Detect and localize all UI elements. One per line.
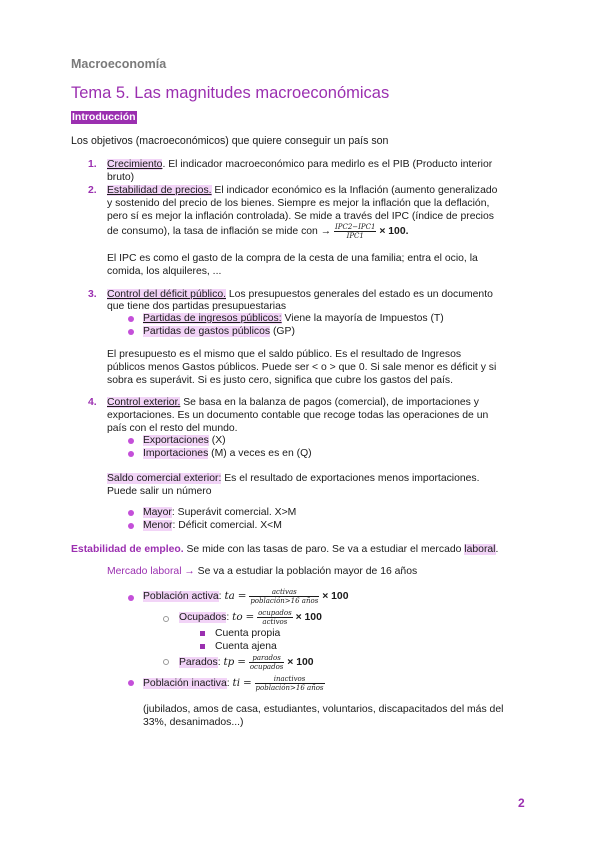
term-ingresos-publicos: Partidas de ingresos públicos: <box>143 313 282 324</box>
ingresos-text: Viene la mayoría de Impuestos (T) <box>281 313 444 324</box>
tp-denominator: ocupados <box>249 662 284 671</box>
term-mercado-laboral: Mercado laboral → <box>107 566 195 577</box>
equals-sign: = <box>237 656 246 668</box>
ti-numerator: inactivos <box>255 675 325 684</box>
term-estabilidad-empleo: Estabilidad de empleo. <box>71 544 184 555</box>
bullet-icon <box>128 316 134 322</box>
term-saldo-comercial: Saldo comercial exterior: <box>107 473 222 484</box>
estabilidad-text-4 <box>107 222 409 242</box>
inflation-denominator: IPC1 <box>346 231 364 240</box>
list-item-estabilidad-precios <box>107 184 497 197</box>
presupuesto-text-3: sobra es superávit. Si es justo cero, significa que cubre los gastos del país. <box>107 375 453 386</box>
term-importaciones: Importaciones <box>143 448 209 459</box>
list-item-poblacion-activa <box>143 585 348 608</box>
to-multiplier: × 100 <box>295 612 322 623</box>
ta-variable: ta <box>224 590 235 602</box>
ta-formula <box>249 588 319 605</box>
list-item-ingresos <box>143 312 444 325</box>
term-poblacion-inactiva: Población inactiva <box>143 678 227 689</box>
equals-sign: = <box>245 611 255 623</box>
term-laboral: laboral <box>464 544 496 555</box>
to-variable: to <box>232 611 243 623</box>
ipc-text-1: El IPC es como el gasto de la compra de la cesta de una familia; entra el ocio, la <box>107 253 478 264</box>
menor-text: : Déficit comercial. X<M <box>172 520 282 531</box>
exterior-text-1: Se basa en la balanza de pagos (comercial), de importaciones y <box>180 397 479 408</box>
estabilidad-text-4-lead: de consumo), la tasa de inflación se mide con → <box>107 226 332 237</box>
list-number-3: 3. <box>88 289 97 300</box>
list-item-ocupados <box>179 606 322 629</box>
presupuesto-text-1: El presupuesto es el mismo que el saldo público. Es el resultado de Ingresos <box>107 349 462 360</box>
inactiva-text-2: 33%, desanimados...) <box>143 717 244 728</box>
exterior-text-2: exportaciones. Es un documento contable que recoge todas las operaciones de un <box>107 410 489 421</box>
crecimiento-text: . El indicador macroeconómico para medirlo es el PIB (Producto interior <box>162 159 493 170</box>
importaciones-text: (M) a veces es en (Q) <box>208 448 312 459</box>
intro-paragraph: Los objetivos (macroeconómicos) que quiere conseguir un país son <box>71 135 389 147</box>
empleo-text-2: . <box>495 544 499 555</box>
bullet-icon <box>128 595 134 601</box>
term-estabilidad-precios: Estabilidad de precios. <box>107 185 212 196</box>
deficit-text-2: que tiene dos partidas presupuestarias <box>107 301 287 312</box>
mercado-laboral-line <box>107 565 417 578</box>
list-item-mayor <box>143 506 296 519</box>
estabilidad-text-1: El indicador económico es la Inflación (aumento generalizado <box>211 185 498 196</box>
exterior-text-3: país con el resto del mundo. <box>107 423 238 434</box>
list-number-2: 2. <box>88 185 97 196</box>
deficit-text-1: Los presupuestos generales del estado es un documento <box>225 289 493 300</box>
bullet-icon <box>128 680 134 686</box>
tp-variable: tp <box>223 656 235 668</box>
list-item-crecimiento <box>107 158 492 171</box>
list-number-4: 4. <box>88 397 97 408</box>
tp-numerator: parados <box>249 654 285 663</box>
square-bullet-icon <box>200 631 205 636</box>
ipc-text-2: comida, los alquileres, ... <box>107 266 222 277</box>
list-item-menor <box>143 519 282 532</box>
equals-sign: = <box>237 590 247 602</box>
list-item-cuenta-ajena: Cuenta ajena <box>215 641 277 652</box>
bullet-icon <box>128 329 134 335</box>
section-label-introduccion: Introducción <box>72 111 136 123</box>
estabilidad-text-3: pero sí es mejor la inflación controlada). Se mide a través del IPC (índice de precios <box>107 211 494 222</box>
empleo-paragraph <box>71 543 498 556</box>
ti-denominator: población>16 años <box>255 683 324 692</box>
mercado-laboral-text: Se va a estudiar la población mayor de 16 años <box>194 566 418 577</box>
term-mayor: Mayor <box>143 507 172 518</box>
term-gastos-publicos: Partidas de gastos públicos <box>143 326 271 337</box>
saldo-comercial-text-1 <box>107 472 480 485</box>
page-number: 2 <box>518 796 525 810</box>
saldo-text-1: Es el resultado de exportaciones menos importaciones. <box>221 473 480 484</box>
list-item-exportaciones <box>143 434 226 447</box>
term-exportaciones: Exportaciones <box>143 435 209 446</box>
list-item-cuenta-propia: Cuenta propia <box>215 628 281 639</box>
equals-sign: = <box>242 677 252 689</box>
term-ocupados: Ocupados <box>179 612 227 623</box>
to-numerator: ocupados <box>258 608 292 617</box>
ti-variable: ti <box>232 677 241 689</box>
empleo-text-1: Se mide con las tasas de paro. Se va a estudiar el mercado <box>183 544 465 555</box>
to-denominator: activos <box>262 617 288 626</box>
document-header: Macroeconomía <box>71 57 167 71</box>
to-formula <box>257 609 293 626</box>
list-item-importaciones <box>143 447 312 460</box>
inflation-numerator: IPC2−IPC1 <box>335 222 376 231</box>
saldo-comercial-text-2: Puede salir un número <box>107 486 212 497</box>
list-item-gastos <box>143 325 295 338</box>
bullet-icon <box>128 510 134 516</box>
ti-formula <box>255 675 325 692</box>
list-item-control-exterior <box>107 396 479 409</box>
inflation-multiplier: × 100. <box>379 226 409 237</box>
term-deficit-publico: Control del déficit público. <box>107 289 226 300</box>
activa-colon: : <box>218 591 222 602</box>
gastos-text: (GP) <box>270 326 295 337</box>
list-item-poblacion-inactiva <box>143 672 325 695</box>
mayor-text: : Superávit comercial. X>M <box>171 507 297 518</box>
ocupados-colon: : <box>226 612 230 623</box>
circle-bullet-icon <box>163 616 169 622</box>
estabilidad-text-2: y sostenido del precio de los bienes. Siempre es mejor la inflación que la deflación, <box>107 198 490 209</box>
inactiva-text-1: (jubilados, amos de casa, estudiantes, voluntarios, discapacitados del más del <box>143 704 504 715</box>
list-item-parados <box>179 651 314 674</box>
inactiva-colon: : <box>226 678 230 689</box>
page-title: Tema 5. Las magnitudes macroeconómicas <box>71 84 390 102</box>
bullet-icon <box>128 451 134 457</box>
bullet-icon <box>128 523 134 529</box>
presupuesto-text-2: públicos menos Gastos públicos. Puede ser < o > que 0. Si sale menor es déficit y si <box>107 362 497 373</box>
tp-formula <box>249 654 285 671</box>
tp-multiplier: × 100 <box>287 657 314 668</box>
term-control-exterior: Control exterior. <box>107 397 181 408</box>
bullet-icon <box>128 438 134 444</box>
inflation-formula <box>334 223 376 240</box>
ta-denominator: población>16 años <box>250 596 319 605</box>
crecimiento-text-2: bruto) <box>107 172 135 183</box>
term-crecimiento: Crecimiento <box>107 159 163 170</box>
list-number-1: 1. <box>88 159 97 170</box>
ta-numerator: activas <box>249 588 319 597</box>
term-menor: Menor <box>143 520 173 531</box>
ta-multiplier: × 100 <box>322 591 349 602</box>
term-poblacion-activa: Población activa <box>143 591 219 602</box>
circle-bullet-icon <box>163 659 169 665</box>
exportaciones-text: (X) <box>208 435 226 446</box>
square-bullet-icon <box>200 644 205 649</box>
parados-colon: : <box>217 657 221 668</box>
term-parados: Parados <box>179 657 218 668</box>
